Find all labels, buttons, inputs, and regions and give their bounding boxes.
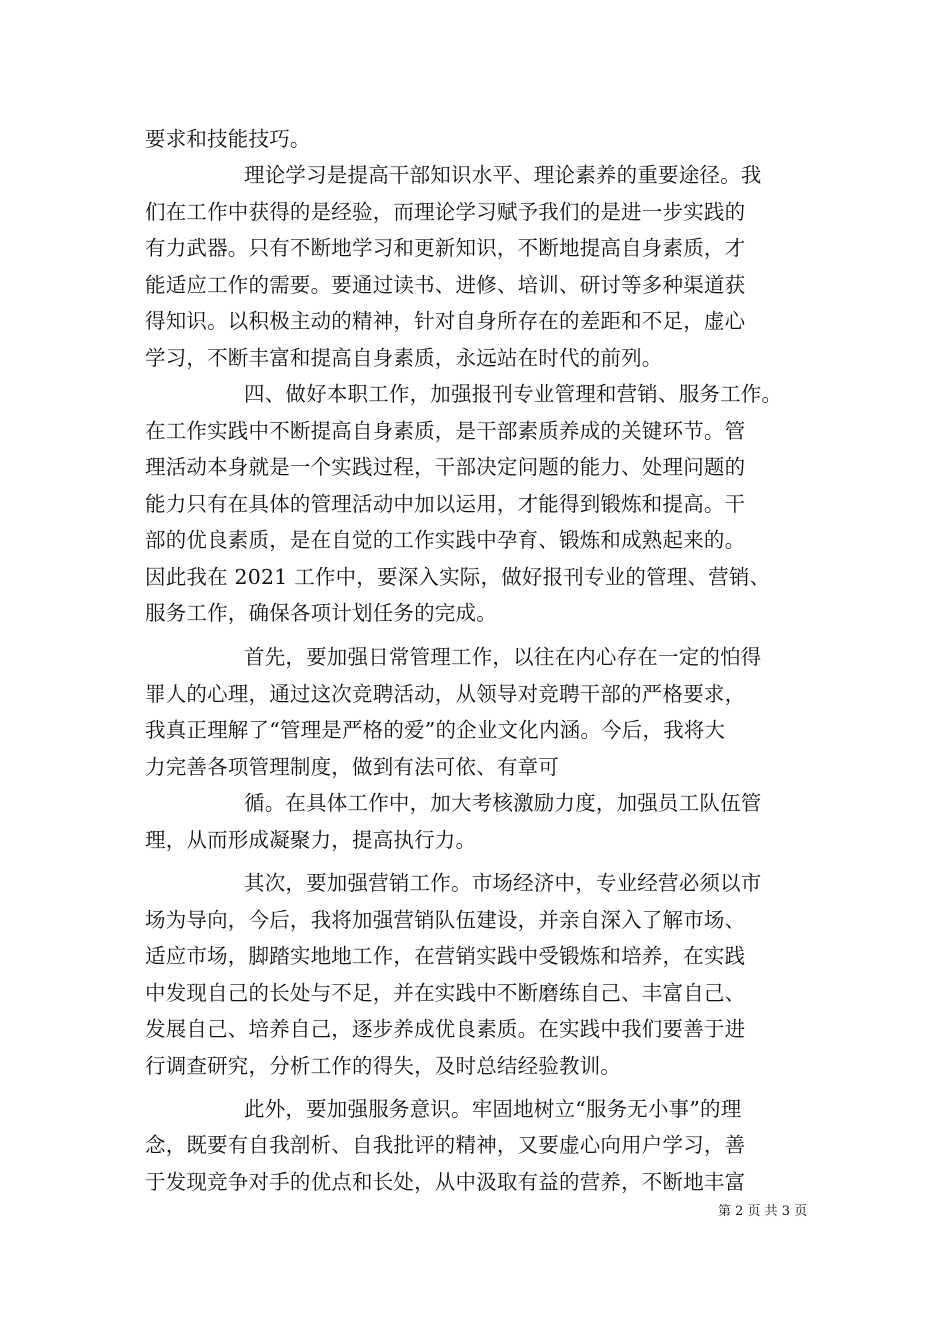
text-line: 其次，要加强营销工作。市场经济中，专业经营必须以市 bbox=[244, 871, 762, 895]
text-line: 学习，不断丰富和提高自身素质，永远站在时代的前列。 bbox=[145, 346, 663, 370]
text-line: 理，从而形成凝聚力，提高执行力。 bbox=[145, 828, 477, 852]
text-line: 能力只有在具体的管理活动中加以运用，才能得到锻炼和提高。干 bbox=[145, 492, 746, 516]
text-line: 场为导向，今后，我将加强营销队伍建设，并亲自深入了解市场、 bbox=[145, 908, 746, 932]
text-line: 此外，要加强服务意识。牢固地树立“服务无小事”的理 bbox=[244, 1097, 742, 1121]
text-line: 部的优良素质，是在自觉的工作实践中孕育、锻炼和成熟起来的。 bbox=[145, 528, 746, 552]
text-line: 循。在具体工作中，加大考核激励力度，加强员工队伍管 bbox=[244, 791, 762, 815]
text-line: 有力武器。只有不断地学习和更新知识，不断地提高自身素质，才 bbox=[145, 236, 746, 260]
text-line: 理论学习是提高干部知识水平、理论素养的重要途径。我 bbox=[244, 163, 762, 187]
text-line: 能适应工作的需要。要通过读书、进修、培训、研讨等多种渠道获 bbox=[145, 273, 746, 297]
text-line: 得知识。以积极主动的精神，针对自身所存在的差距和不足，虚心 bbox=[145, 309, 746, 333]
text-line: 发展自己、培养自己，逐步养成优良素质。在实践中我们要善于进 bbox=[145, 1017, 746, 1041]
text-line: 行调查研究，分析工作的得失，及时总结经验教训。 bbox=[145, 1054, 622, 1078]
text-line: 适应市场，脚踏实地地工作，在营销实践中受锻炼和培养，在实践 bbox=[145, 944, 746, 968]
text-line: 服务工作，确保各项计划任务的完成。 bbox=[145, 601, 497, 625]
text-line: 中发现自己的长处与不足，并在实践中不断磨练自己、丰富自己、 bbox=[145, 981, 746, 1005]
text-line: 因此我在 2021 工作中，要深入实际，做好报刊专业的管理、营销、 bbox=[145, 565, 771, 589]
text-line: 于发现竞争对手的优点和长处，从中汲取有益的营养，不断地丰富 bbox=[145, 1170, 746, 1194]
text-line: 我真正理解了“管理是严格的爱”的企业文化内涵。今后，我将大 bbox=[145, 718, 726, 742]
text-line: 首先，要加强日常管理工作，以往在内心存在一定的怕得 bbox=[244, 645, 762, 669]
text-line: 力完善各项管理制度，做到有法可依、有章可 bbox=[145, 755, 559, 779]
text-line: 罪人的心理，通过这次竞聘活动，从领导对竞聘干部的严格要求， bbox=[145, 682, 746, 706]
text-line: 理活动本身就是一个实践过程，干部决定问题的能力、处理问题的 bbox=[145, 455, 746, 479]
text-line: 四、做好本职工作，加强报刊专业管理和营销、服务工作。 bbox=[244, 382, 783, 406]
text-line: 要求和技能技巧。 bbox=[145, 127, 311, 151]
text-line: 们在工作中获得的是经验，而理论学习赋予我们的是进一步实践的 bbox=[145, 200, 746, 224]
page-number-footer: 第 2 页 共 3 页 bbox=[718, 1204, 808, 1219]
text-line: 在工作实践中不断提高自身素质，是干部素质养成的关键环节。管 bbox=[145, 419, 746, 443]
text-line: 念，既要有自我剖析、自我批评的精神，又要虚心向用户学习，善 bbox=[145, 1133, 746, 1157]
